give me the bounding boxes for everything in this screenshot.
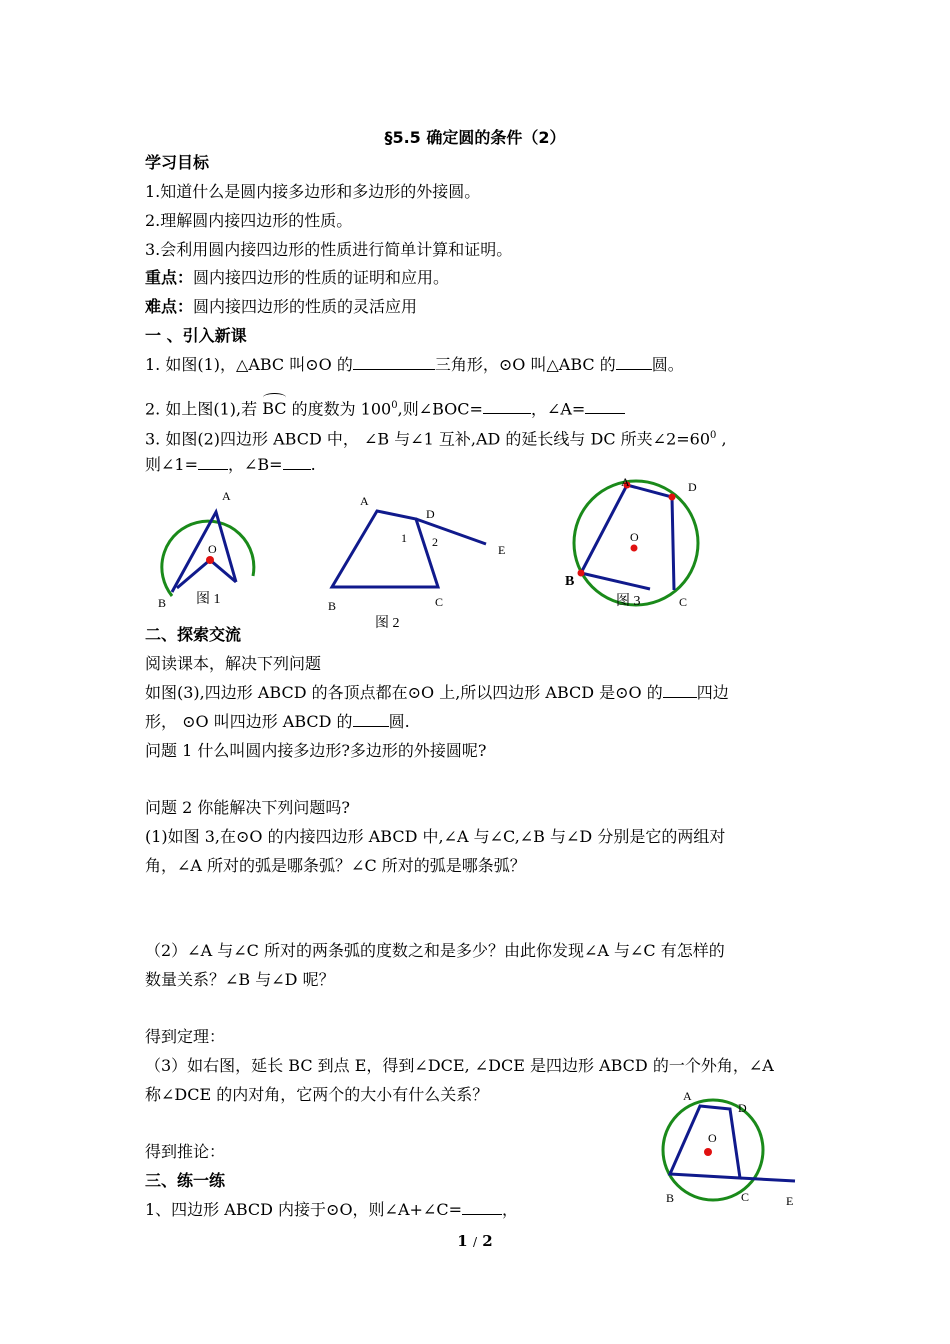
page-title: §5.5 确定圆的条件（2） bbox=[384, 128, 566, 147]
fig1-caption: 图 1 bbox=[196, 592, 221, 607]
fig2-label-b: B bbox=[328, 599, 337, 613]
theorem-label: 得到定理： bbox=[145, 1027, 226, 1046]
section3-heading: 三、练一练 bbox=[145, 1171, 226, 1190]
fig3-sides bbox=[581, 485, 674, 590]
problem-2-3b: 称∠DCE 的内对角，它两个的大小有什么关系？ bbox=[145, 1085, 489, 1104]
fig3-dot-d bbox=[669, 494, 676, 501]
fig3-label-b: B bbox=[565, 574, 575, 589]
fig1-label-b: B bbox=[158, 596, 167, 610]
goal-1: 1.知道什么是圆内接多边形和多边形的外接圆。 bbox=[145, 182, 481, 201]
fig4-label-c: C bbox=[741, 1190, 750, 1204]
fig2-label-c: C bbox=[435, 595, 444, 609]
question-3: 3. 如图(2)四边形 ABCD 中， ∠B 与∠1 互补,AD 的延长线与 DC 所夹$\angle 2=60^0$ , bbox=[145, 429, 727, 449]
problem-2-2b: 数量关系？∠B 与∠D 呢？ bbox=[145, 970, 335, 989]
page-number: 1 / 2 bbox=[457, 1232, 493, 1250]
fig4-label-d: D bbox=[738, 1101, 747, 1115]
fig2-extension bbox=[416, 519, 486, 544]
section2-p1: 如图(3),四边形 ABCD 的各顶点都在⊙O 上,所以四边形 ABCD 是⊙O 的 四边 bbox=[145, 683, 729, 702]
problem-2-3a: （3）如右图，延长 BC 到点 E，得到∠DCE, ∠DCE 是四边形 ABCD 的一个外角，∠A bbox=[145, 1056, 774, 1075]
exercise-1: 1、四边形 ABCD 内接于⊙O，则∠A+∠C= ， bbox=[145, 1200, 518, 1219]
fig3-label-o: O bbox=[630, 530, 639, 544]
problem-1: 问题 1 什么叫圆内接多边形?多边形的外接圆呢? bbox=[145, 741, 487, 760]
section2-heading: 二、探索交流 bbox=[145, 625, 242, 644]
fig4-circle bbox=[663, 1100, 763, 1200]
difficult-point: 难点：圆内接四边形的性质的灵活应用 bbox=[145, 297, 418, 316]
goals-heading: 学习目标 bbox=[145, 153, 210, 172]
fig4-label-o: O bbox=[708, 1131, 717, 1145]
fig2-label-d: D bbox=[426, 507, 435, 521]
fig1-label-a: A bbox=[222, 489, 231, 503]
figure-3 bbox=[565, 475, 698, 609]
problem-2-1a: (1)如图 3,在⊙O 的内接四边形 ABCD 中,∠A 与∠C,∠B 与∠D 分别是它的两组对 bbox=[145, 827, 726, 846]
figure-1 bbox=[158, 489, 254, 610]
fig3-label-c: C bbox=[679, 595, 688, 609]
fig1-label-o: O bbox=[208, 542, 217, 556]
fig4-label-a: A bbox=[683, 1089, 692, 1103]
question-2: 2. 如上图(1),若 BC 的度数为 $100^0$,则∠BOC= ，∠A= bbox=[145, 396, 625, 419]
section2-intro: 阅读课本，解决下列问题 bbox=[145, 654, 322, 673]
fig2-label-e: E bbox=[498, 543, 506, 557]
figure-4 bbox=[640, 1080, 820, 1215]
fig3-caption: 图 3 bbox=[616, 594, 641, 609]
fig2-caption: 图 2 bbox=[375, 616, 400, 631]
figure-2 bbox=[328, 494, 505, 631]
goal-3: 3.会利用圆内接四边形的性质进行简单计算和证明。 bbox=[145, 240, 513, 259]
figures-row bbox=[0, 470, 950, 640]
fig2-label-1: 1 bbox=[401, 531, 407, 545]
problem-2-1b: 角，∠A 所对的弧是哪条弧？∠C 所对的弧是哪条弧？ bbox=[145, 856, 526, 875]
fig3-label-a: A bbox=[621, 475, 630, 489]
fig3-dot-b bbox=[578, 570, 585, 577]
key-point: 重点：圆内接四边形的性质的证明和应用。 bbox=[145, 268, 450, 287]
fig2-label-2: 2 bbox=[432, 535, 438, 549]
problem-2: 问题 2 你能解决下列问题吗? bbox=[145, 798, 350, 817]
fig1-center-dot bbox=[206, 556, 214, 564]
fig4-extension bbox=[740, 1178, 795, 1181]
corollary-label: 得到推论： bbox=[145, 1142, 226, 1161]
problem-2-2a: （2）∠A 与∠C 所对的两条弧的度数之和是多少？由此你发现∠A 与∠C 有怎样的 bbox=[145, 941, 725, 960]
goal-2: 2.理解圆内接四边形的性质。 bbox=[145, 211, 353, 230]
section1-heading: 一 、引入新课 bbox=[145, 326, 247, 345]
fig4-quadrilateral bbox=[670, 1106, 740, 1178]
arc-bc: BC bbox=[262, 399, 287, 419]
fig4-label-b: B bbox=[666, 1191, 675, 1205]
question-3-line2: 则∠1= ，∠B= . bbox=[145, 455, 316, 474]
question-1: 1. 如图(1)，△ABC 叫⊙O 的 三角形，⊙O 叫△ABC 的 圆。 bbox=[145, 355, 684, 374]
fig3-label-d: D bbox=[688, 480, 697, 494]
fig2-label-a: A bbox=[360, 494, 369, 508]
fig4-center-dot bbox=[704, 1148, 712, 1156]
section2-p1-line2: 形， ⊙O 叫四边形 ABCD 的 圆. bbox=[145, 712, 410, 731]
fig4-label-e: E bbox=[786, 1194, 794, 1208]
fig3-center-dot bbox=[631, 545, 638, 552]
